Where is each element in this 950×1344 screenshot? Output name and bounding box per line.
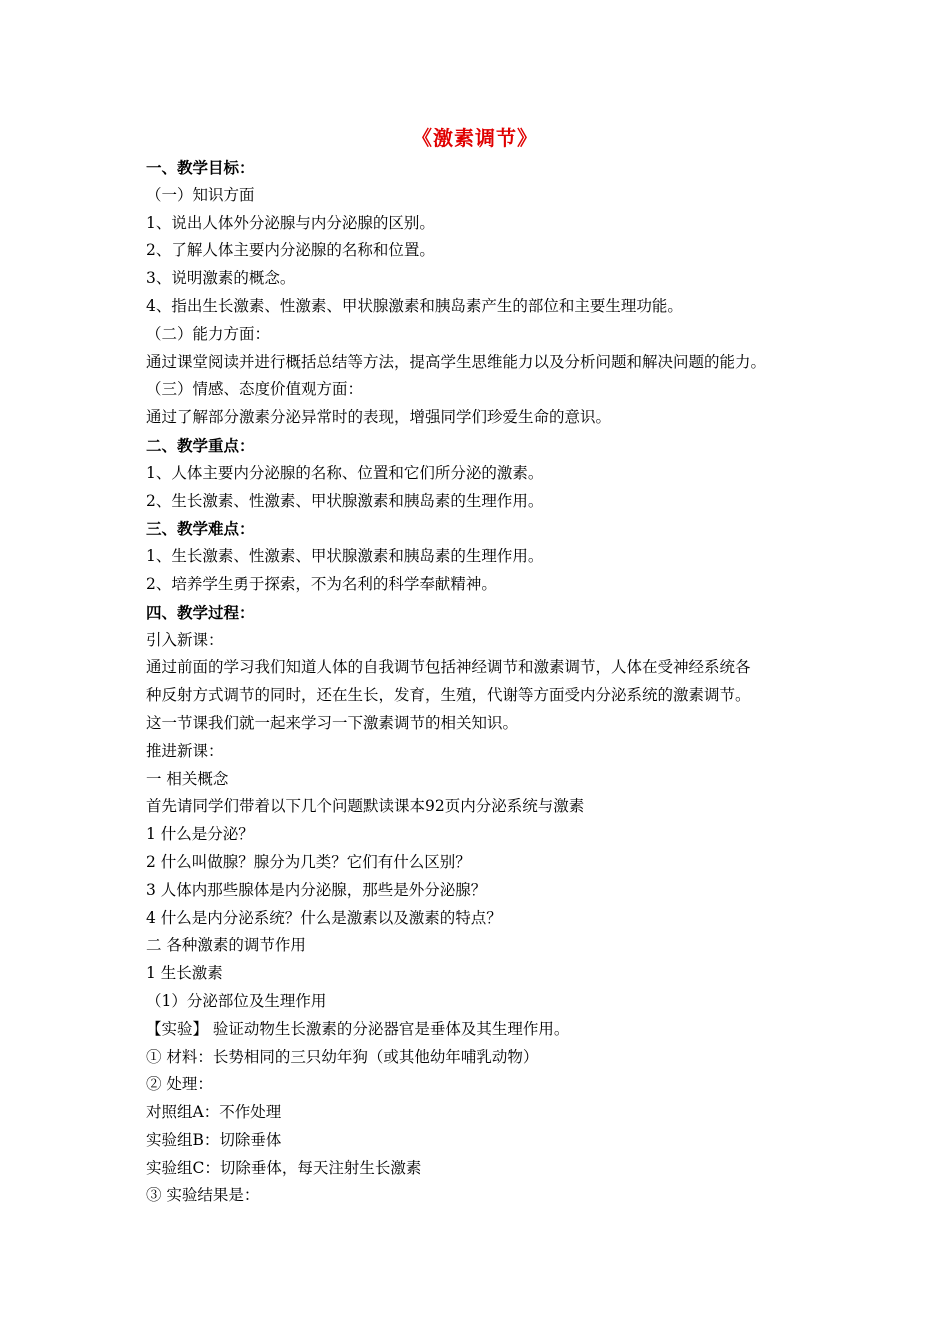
text-line: 3 人体内那些腺体是内分泌腺，那些是外分泌腺？ bbox=[146, 880, 487, 899]
text-line: 1、说出人体外分泌腺与内分泌腺的区别。 bbox=[146, 213, 435, 232]
section-heading: 二、教学重点： bbox=[146, 435, 255, 455]
text-line: 4 什么是内分泌系统？什么是激素以及激素的特点？ bbox=[146, 908, 502, 927]
text-line: 3、说明激素的概念。 bbox=[146, 269, 296, 288]
text-line: 种反射方式调节的同时，还在生长，发育，生殖，代谢等方面受内分泌系统的激素调节。 bbox=[146, 686, 751, 705]
text-line: 2 什么叫做腺？腺分为几类？它们有什么区别？ bbox=[146, 852, 471, 871]
text-line: 二 各种激素的调节作用 bbox=[146, 936, 306, 955]
text-line: （二）能力方面： bbox=[146, 324, 271, 343]
text-line: 推进新课： bbox=[146, 741, 224, 760]
text-line: ③ 实验结果是： bbox=[146, 1186, 260, 1205]
text-line: 通过了解部分激素分泌异常时的表现，增强同学们珍爱生命的意识。 bbox=[146, 408, 612, 427]
document-body bbox=[146, 154, 836, 1210]
text-line: 4、指出生长激素、性激素、甲状腺激素和胰岛素产生的部位和主要生理功能。 bbox=[146, 296, 683, 315]
text-line: 通过课堂阅读并进行概括总结等方法，提高学生思维能力以及分析问题和解决问题的能力。 bbox=[146, 352, 767, 371]
text-line: 通过前面的学习我们知道人体的自我调节包括神经调节和激素调节，人体在受神经系统各 bbox=[146, 658, 751, 677]
text-line: 2、生长激素、性激素、甲状腺激素和胰岛素的生理作用。 bbox=[146, 491, 544, 510]
text-line: 对照组A：不作处理 bbox=[146, 1103, 282, 1122]
text-line: 【实验】 验证动物生长激素的分泌器官是垂体及其生理作用。 bbox=[146, 1019, 570, 1038]
text-line: 1 生长激素 bbox=[146, 964, 223, 983]
text-line: 首先请同学们带着以下几个问题默读课本92页内分泌系统与激素 bbox=[146, 797, 585, 816]
document-title: 《激素调节》 bbox=[412, 126, 538, 150]
text-line: 实验组B：切除垂体 bbox=[146, 1130, 282, 1149]
text-line: 实验组C：切除垂体，每天注射生长激素 bbox=[146, 1158, 422, 1177]
text-line: 1、生长激素、性激素、甲状腺激素和胰岛素的生理作用。 bbox=[146, 547, 544, 566]
text-line: （一）知识方面 bbox=[146, 185, 255, 204]
text-line: 1 什么是分泌？ bbox=[146, 825, 254, 844]
text-line: 2、培养学生勇于探索，不为名利的科学奉献精神。 bbox=[146, 574, 497, 593]
text-line: 2、了解人体主要内分泌腺的名称和位置。 bbox=[146, 241, 435, 260]
text-line: 1、人体主要内分泌腺的名称、位置和它们所分泌的激素。 bbox=[146, 463, 544, 482]
text-line: （三）情感、态度价值观方面： bbox=[146, 380, 364, 399]
text-line: ② 处理： bbox=[146, 1075, 213, 1094]
text-line: 引入新课： bbox=[146, 630, 224, 649]
section-heading: 四、教学过程： bbox=[146, 602, 255, 622]
text-line: （1）分泌部位及生理作用 bbox=[146, 991, 327, 1010]
text-line: 一 相关概念 bbox=[146, 769, 229, 788]
text-line: ① 材料：长势相同的三只幼年狗（或其他幼年哺乳动物） bbox=[146, 1047, 539, 1066]
text-line: 这一节课我们就一起来学习一下激素调节的相关知识。 bbox=[146, 713, 519, 732]
section-heading: 三、教学难点： bbox=[146, 519, 255, 539]
section-heading: 一、教学目标： bbox=[146, 158, 255, 177]
